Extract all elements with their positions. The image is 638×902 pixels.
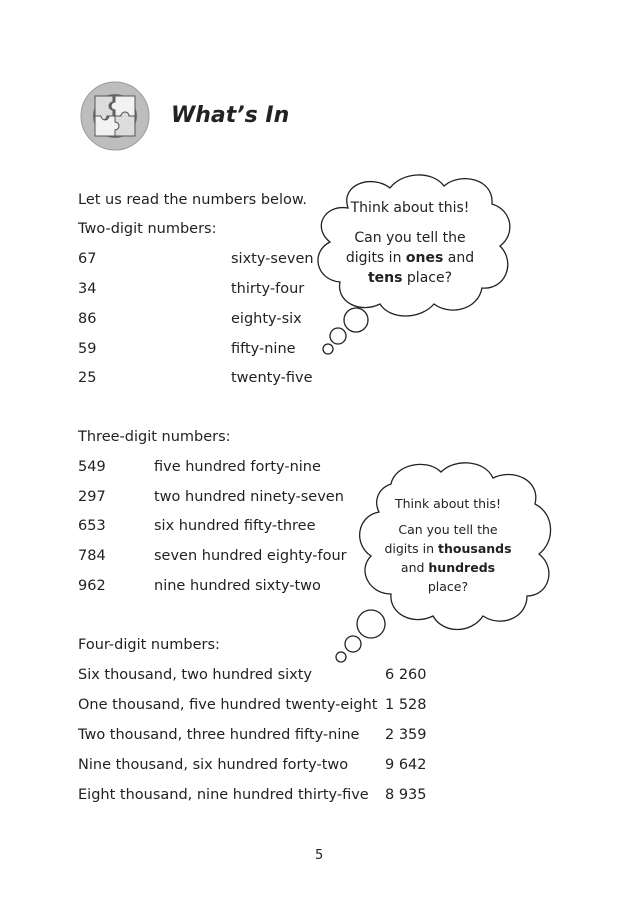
cloud2-line4: and hundreds	[400, 560, 496, 575]
cloud2-line3: digits in thousands	[384, 541, 512, 556]
intro-text: Let us read the numbers below.	[78, 192, 307, 208]
four-digit-number: 2 359	[385, 727, 427, 743]
cloud1-line3: digits in ones and	[345, 250, 475, 266]
two-digit-number: 86	[78, 311, 97, 327]
four-digit-number: 9 642	[385, 757, 427, 773]
two-digit-number: 34	[78, 281, 97, 297]
two-digit-word: thirty-four	[231, 281, 305, 297]
cloud1-line2: Can you tell the	[354, 230, 466, 246]
two-digit-word: eighty-six	[231, 311, 302, 327]
four-digit-word: Eight thousand, nine hundred thirty-five	[78, 787, 369, 803]
three-digit-word: nine hundred sixty-two	[154, 578, 321, 594]
two-digit-word: sixty-seven	[231, 251, 314, 267]
two-digit-heading: Two-digit numbers:	[78, 221, 217, 237]
four-digit-word: Six thousand, two hundred sixty	[78, 667, 313, 683]
keyword-ones: ones	[405, 250, 444, 266]
three-digit-number: 784	[78, 548, 106, 564]
cloud1-line1: Think about this!	[350, 200, 470, 216]
keyword-hundreds: hundreds	[428, 560, 496, 575]
four-digit-number: 1 528	[385, 697, 427, 713]
three-digit-word: seven hundred eighty-four	[154, 548, 347, 564]
three-digit-number: 653	[78, 518, 106, 534]
cloud2-line2: Can you tell the	[398, 522, 498, 537]
three-digit-word: five hundred forty-nine	[154, 459, 321, 475]
cloud2-line1: Think about this!	[394, 496, 502, 511]
four-digit-word: Nine thousand, six hundred forty-two	[78, 757, 349, 773]
four-digit-word: Two thousand, three hundred fifty-nine	[78, 727, 360, 743]
three-digit-word: six hundred fifty-three	[154, 518, 316, 534]
section-title: What’s In	[171, 103, 290, 128]
four-digit-heading: Four-digit numbers:	[78, 637, 220, 653]
three-digit-heading: Three-digit numbers:	[78, 429, 231, 445]
two-digit-word: fifty-nine	[231, 341, 296, 357]
four-digit-number: 8 935	[385, 787, 427, 803]
page-number: 5	[315, 848, 324, 863]
three-digit-number: 962	[78, 578, 106, 594]
three-digit-number: 297	[78, 489, 106, 505]
two-digit-word: twenty-five	[231, 370, 313, 386]
cloud2-line5: place?	[427, 579, 469, 594]
keyword-tens: tens	[367, 270, 403, 286]
three-digit-number: 549	[78, 459, 106, 475]
puzzle-icon	[79, 80, 151, 152]
keyword-thousands: thousands	[438, 541, 512, 556]
cloud1-line4: tens place?	[367, 270, 453, 286]
three-digit-word: two hundred ninety-seven	[154, 489, 344, 505]
cloud1-text	[340, 198, 480, 288]
two-digit-number: 25	[78, 370, 97, 386]
two-digit-number: 67	[78, 251, 97, 267]
four-digit-number: 6 260	[385, 667, 427, 683]
cloud2-text	[380, 494, 516, 596]
four-digit-word: One thousand, five hundred twenty-eight	[78, 697, 378, 713]
two-digit-number: 59	[78, 341, 97, 357]
